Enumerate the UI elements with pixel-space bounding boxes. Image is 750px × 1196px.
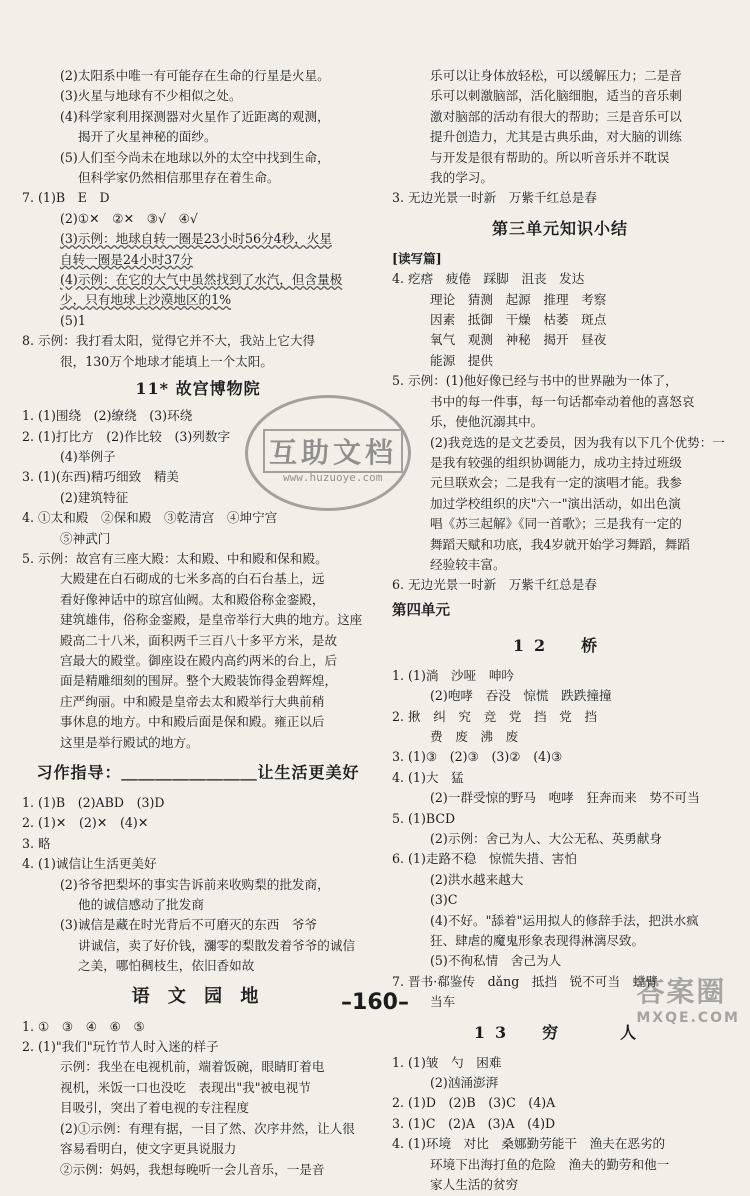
answer-line: (2)建筑特征 [60,489,129,505]
answer-line: 乐可以刺激脑部，活化脑细胞，适当的音乐刺 [430,88,682,104]
answer-line: (2)洪水越来越大 [430,871,524,887]
answer-line: 书中的每一件事，每一句话都牵动着他的喜怒哀 [430,393,695,409]
answer-line: 少，只有地球上沙漠地区的1% [60,292,232,308]
answer-line: (5)1 [60,312,86,328]
answer-line: 提升创造力，尤其是古典乐曲，对大脑的训练 [430,129,682,145]
answer-line: 6. (1)走路不稳 惊慌失措、害怕 [392,851,577,867]
corner-line1: 答案圈 [636,975,727,1008]
answer-line: (3)火星与地球有不少相似之处。 [60,88,242,104]
answer-line: 建筑雄伟，俗称金銮殿，是皇帝举行大典的地方。这座 [60,612,363,628]
answer-line: 1. (1)皱 勺 困难 [392,1054,502,1070]
right-column [392,66,728,1196]
answer-line: 视机，米饭一口也没吃 表现出"我"被电视节 [60,1079,311,1095]
answer-line: 氧气 观测 神秘 揭开 昼夜 [430,332,607,348]
answer-line: 讲诚信，卖了好价钱，瀰零的梨散发着爷爷的诚信 [78,937,356,953]
answer-line: 4. (1)环境 对比 桑娜勤劳能干 渔夫在恶劣的 [392,1136,666,1152]
answer-line: (2)汹涌澎湃 [430,1075,499,1091]
answer-line: 6. 无边光景一时新 万紫千红总是春 [392,577,597,593]
answer-line: 当车 [430,994,456,1010]
answer-line: ⑤神武门 [60,530,111,546]
answer-line: 看好像神话中的琼宫仙阙。太和殿俗称金銮殿， [60,591,325,607]
answer-line: 狂、肆虐的魔鬼形象表现得淋漓尽致。 [430,933,645,949]
answer-line: 容易看明白，使文字更具说服力 [60,1141,237,1157]
answer-line: 3. (1)(东西)精巧细致 精美 [22,469,180,485]
section-title: 第三单元知识小结 [491,218,628,238]
answer-line: (4)举例子 [60,448,116,464]
answer-line: 5. (1)BCD [392,810,456,826]
answer-line: (4)示例：在它的大气中虽然找到了水汽，但含量极 [60,272,343,288]
answer-line: 2. (1)D (2)B (3)C (4)A [392,1095,556,1111]
answer-line: 能源 提供 [430,352,493,368]
answer-line: (2)示例：舍己为人、大公无私、英勇献身 [430,831,662,846]
answer-line: (3)示例：地球自转一圈是23小时56分4秒，火星 [60,231,332,247]
answer-line: 1. (1)淌 沙哑 呻吟 [392,667,515,683]
answer-line: (4)不好。"舔着"运用拟人的修辞手法，把洪水疯 [430,912,699,928]
answer-line: 1. (1)B (2)ABD (3)D [22,795,165,810]
answer-line: 3. 略 [22,835,51,851]
answer-line: 庄严绚丽。中和殿是皇帝去太和殿举行大典前稍 [60,693,325,709]
answer-line: 1. (1)围绕 (2)缭绕 (3)环绕 [22,408,193,424]
answer-line: 经验较丰富。 [430,556,506,572]
answer-line: 家人生活的贫穷 [430,1177,519,1193]
answer-line: 2. (1)打比方 (2)作比较 (3)列数字 [22,428,231,444]
page-number: –160– [341,990,409,1015]
answer-line: 3. (1)C (2)A (3)A (4)D [392,1115,556,1131]
section-heading-unit4 [392,596,728,626]
answer-line: 理论 猜测 起源 推理 考察 [430,291,607,307]
answer-line: 宫最大的殿堂。御座设在殿内高约两米的台上，后 [60,652,338,668]
answer-line: 因素 抵御 干燥 枯萎 斑点 [430,312,607,328]
answer-line: 很，130万个地球才能填上一个太阳。 [60,353,273,369]
answer-line: 与开发是很有帮助的。所以听音乐并不耽误 [430,149,670,165]
answer-line: (3)诚信是藏在时光背后不可磨灭的东西 爷爷 [60,917,318,933]
answer-line: 2. (1)"我们"玩竹节人时入迷的样子 [22,1039,219,1055]
answer-line: 目吸引，突出了着电视的专注程度 [60,1100,249,1116]
answer-line: 2. (1)✕ (2)✕ (4)✕ [22,815,149,831]
answer-line: 3. 无边光景一时新 万紫千红总是春 [392,190,597,206]
answer-line: 揭开了火星神秘的面纱。 [78,129,217,145]
answer-line: 8. 示例：我打看太阳，觉得它并不大，我站上它大得 [22,333,316,349]
stamp-url: www.huzuoye.com [283,471,383,484]
answer-line: 是我有较强的组织协调能力，成功主持过班级 [430,454,682,470]
answer-line: 7. 晋书·郗鉴传 dǎng 抵挡 锐不可当 螳臂 [392,973,658,989]
answer-line: 激对脑部的活动有很大的帮助；三是音乐可以 [430,108,682,124]
answer-line: 4. (1)诚信让生活更美好 [22,856,157,872]
answer-line: 自转一圈是24小时37分 [60,251,193,267]
answer-line: (2)太阳系中唯一有可能存在生命的行星是火星。 [60,68,330,83]
answer-line: (5)人们至今尚未在地球以外的太空中找到生命， [60,149,330,165]
answer-line: 这里是举行殿试的地方。 [60,734,199,750]
answer-line: 示例：我坐在电视机前，端着饭碗，眼睛盯着电 [60,1059,325,1075]
answer-line: 2. 揪 纠 究 竞 党 挡 党 挡 [392,708,597,724]
answer-line: 1. ① ③ ④ ⑥ ⑤ [22,1018,145,1034]
answer-line: 3. (1)③ (2)③ (3)② (4)③ [392,749,563,765]
answer-line: 但科学家仍然相信那里存在着生命。 [78,170,280,186]
answer-line: 大殿建在白石砌成的七米多高的白石台基上，远 [60,571,325,587]
answer-line: 环境下出海打鱼的危险 渔夫的勤劳和他一 [430,1156,670,1172]
answer-line: 4. ①太和殿 ②保和殿 ③乾清宫 ④坤宁宫 [22,510,278,526]
answer-line: (2)①✕ ②✕ ③√ ④√ [60,210,198,226]
section-title: 12 桥 [512,635,608,655]
answer-line: (3)C [430,892,458,908]
answer-line: 4. 疙瘩 疲倦 踩脚 沮丧 发达 [392,271,585,287]
answer-line: (2)爷爷把梨坏的事实告诉前来收购梨的批发商， [60,876,330,892]
answer-line: 7. (1)B E D [22,190,110,206]
answer-line: 之美，哪怕稠枝生，依旧香如故 [78,958,255,974]
answer-line: (5)不徇私情 舍己为人 [430,953,562,969]
answer-line: 面是精雕细刻的围屏。整个大殿装饰得金碧辉煌， [60,673,338,689]
answer-line: 元旦联欢会；二是我有一定的演唱才能。我参 [430,475,682,491]
answer-line: 5. 示例：(1)他好像已经与书中的世界融为一体了， [392,373,678,389]
answer-line: (2)①示例：有理有据，一目了然、次序井然，让人很 [60,1120,355,1136]
answer-line: 唱《苏三起解》《同一首歌》；三是我有一定的 [430,516,682,532]
answer-line: (2)一群受惊的野马 咆哮 狂奔而来 势不可当 [430,790,700,806]
section-title: 11* 故宫博物院 [135,379,261,399]
answer-line: ②示例：妈妈，我想每晚听一会儿音乐，一是音 [60,1161,325,1177]
section-title: 13 穷 人 [473,1022,647,1042]
section-title: 习作指导：＿＿＿＿＿＿＿＿让生活更美好 [36,763,360,782]
answer-line: 4. (1)大 猛 [392,769,464,785]
answer-line: (4)科学家利用探测器对火星作了近距离的观测， [60,108,330,124]
section-title: 语 文 园 地 [131,985,265,1007]
answer-line: 他的诚信感动了批发商 [78,897,204,913]
answer-line: 殿高二十八米，面积两千三百八十多平方米，是故 [60,632,338,648]
answer-line: 事休息的地方。中和殿后面是保和殿。雍正以后 [60,714,325,730]
answer-line: 5. 示例：故宫有三座大殿：太和殿、中和殿和保和殿。 [22,550,328,566]
answer-line: 我的学习。 [430,170,493,186]
answer-line: 乐可以让身体放轻松，可以缓解压力；二是音 [430,68,682,83]
answer-line: [读写篇] [392,250,442,266]
corner-line2: MXQE.COM [636,1010,740,1026]
answer-line: 乐，使他沉溺其中。 [430,414,544,430]
stamp-text: 互助文档 [263,429,403,473]
answer-line: (2)咆哮 吞没 惊慌 跌跌撞撞 [430,688,612,704]
section-label: 第四单元 [392,601,450,619]
answer-line: 舞蹈天赋和功底，我4岁就开始学习舞蹈，舞蹈 [430,536,690,552]
answer-line: (2)我竞选的是文艺委员，因为我有以下几个优势：一 [430,434,725,450]
answer-line: 费 废 沸 废 [430,728,519,744]
answer-line: 加过学校组织的庆"六一"演出活动，如出色演 [430,495,681,511]
